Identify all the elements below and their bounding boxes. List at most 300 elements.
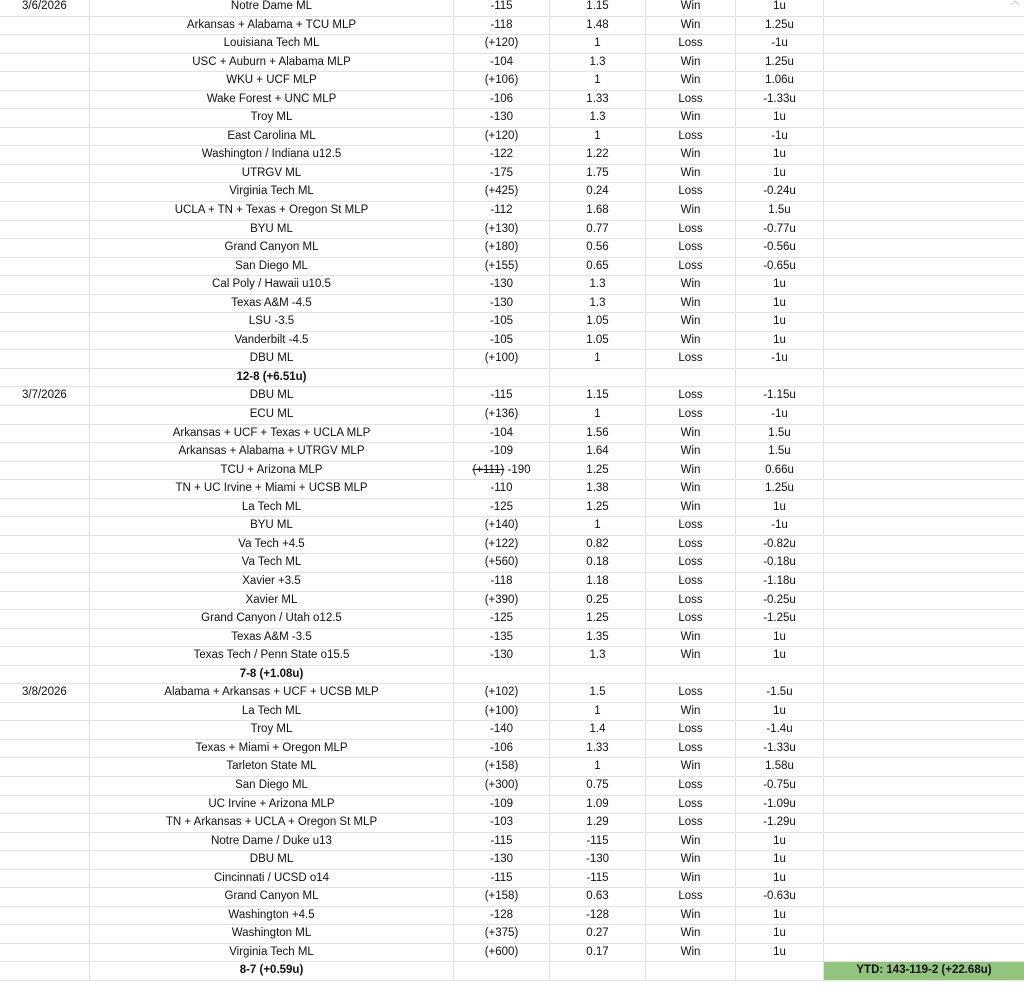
result-cell[interactable]: Loss	[646, 128, 736, 146]
result-cell[interactable]: Win	[646, 944, 736, 962]
empty-cell[interactable]	[824, 17, 1024, 35]
units-cell[interactable]: -1.33u	[736, 740, 824, 758]
empty-cell[interactable]	[824, 313, 1024, 331]
empty-cell[interactable]	[824, 758, 1024, 776]
empty-cell[interactable]	[824, 907, 1024, 925]
bet-cell[interactable]: ECU ML	[90, 406, 454, 424]
multiplier-cell[interactable]: -128	[550, 907, 646, 925]
bet-cell[interactable]: Louisiana Tech ML	[90, 35, 454, 53]
result-cell[interactable]: Win	[646, 313, 736, 331]
multiplier-cell[interactable]: 1	[550, 517, 646, 535]
units-cell[interactable]: 1.5u	[736, 443, 824, 461]
multiplier-cell[interactable]: 1	[550, 406, 646, 424]
multiplier-cell[interactable]: 1.38	[550, 480, 646, 498]
multiplier-cell[interactable]: 1.25	[550, 462, 646, 480]
result-cell[interactable]: Win	[646, 0, 736, 16]
multiplier-cell[interactable]: 1.33	[550, 740, 646, 758]
empty-cell[interactable]	[824, 554, 1024, 572]
result-cell[interactable]: Loss	[646, 536, 736, 554]
empty-cell[interactable]	[824, 387, 1024, 405]
empty-cell[interactable]	[824, 480, 1024, 498]
multiplier-cell[interactable]: 0.63	[550, 888, 646, 906]
date-cell[interactable]	[0, 72, 90, 90]
result-cell[interactable]: Loss	[646, 796, 736, 814]
units-cell[interactable]: 1u	[736, 165, 824, 183]
bet-cell[interactable]: TCU + Arizona MLP	[90, 462, 454, 480]
multiplier-cell[interactable]: 1.75	[550, 165, 646, 183]
bet-cell[interactable]: Washington +4.5	[90, 907, 454, 925]
odds-cell[interactable]: -130	[454, 109, 550, 127]
units-cell[interactable]: -1.29u	[736, 814, 824, 832]
odds-cell[interactable]	[454, 462, 550, 480]
odds-cell[interactable]: -130	[454, 851, 550, 869]
odds-cell[interactable]: -125	[454, 499, 550, 517]
multiplier-cell[interactable]: 1.68	[550, 202, 646, 220]
units-cell[interactable]: -0.63u	[736, 888, 824, 906]
odds-cell[interactable]: -110	[454, 480, 550, 498]
empty-cell[interactable]	[824, 369, 1024, 387]
odds-cell[interactable]: -109	[454, 796, 550, 814]
bet-cell[interactable]: Alabama + Arkansas + UCF + UCSB MLP	[90, 684, 454, 702]
result-cell[interactable]: Win	[646, 54, 736, 72]
multiplier-cell[interactable]: 1	[550, 35, 646, 53]
date-cell[interactable]	[0, 295, 90, 313]
empty-cell[interactable]	[824, 536, 1024, 554]
empty-cell[interactable]	[824, 295, 1024, 313]
date-cell[interactable]	[0, 721, 90, 739]
empty-cell[interactable]	[824, 721, 1024, 739]
result-cell[interactable]: Win	[646, 443, 736, 461]
empty-cell[interactable]	[824, 425, 1024, 443]
empty-cell[interactable]	[824, 239, 1024, 257]
result-cell[interactable]: Win	[646, 629, 736, 647]
bet-cell[interactable]: 8-7 (+0.59u)	[90, 962, 454, 980]
multiplier-cell[interactable]: 1.4	[550, 721, 646, 739]
odds-cell[interactable]: -130	[454, 295, 550, 313]
date-cell[interactable]	[0, 462, 90, 480]
odds-cell[interactable]: (+100)	[454, 703, 550, 721]
ytd-total-cell[interactable]: YTD: 143-119-2 (+22.68u)	[824, 962, 1024, 980]
odds-cell[interactable]: -115	[454, 0, 550, 16]
result-cell[interactable]: Win	[646, 165, 736, 183]
units-cell[interactable]: 1u	[736, 146, 824, 164]
result-cell[interactable]: Win	[646, 907, 736, 925]
multiplier-cell[interactable]: 1.05	[550, 313, 646, 331]
odds-cell[interactable]: (+102)	[454, 684, 550, 702]
odds-cell[interactable]: -118	[454, 17, 550, 35]
date-cell[interactable]	[0, 239, 90, 257]
date-cell[interactable]: 3/7/2026	[0, 387, 90, 405]
units-cell[interactable]: 1u	[736, 907, 824, 925]
multiplier-cell[interactable]: -130	[550, 851, 646, 869]
date-cell[interactable]	[0, 369, 90, 387]
date-cell[interactable]	[0, 350, 90, 368]
odds-cell[interactable]: (+390)	[454, 592, 550, 610]
units-cell[interactable]: -0.77u	[736, 221, 824, 239]
odds-cell[interactable]	[454, 369, 550, 387]
bet-cell[interactable]: UCLA + TN + Texas + Oregon St MLP	[90, 202, 454, 220]
units-cell[interactable]: 1.5u	[736, 425, 824, 443]
date-cell[interactable]	[0, 796, 90, 814]
empty-cell[interactable]	[824, 740, 1024, 758]
result-cell[interactable]: Loss	[646, 35, 736, 53]
odds-cell[interactable]: -106	[454, 91, 550, 109]
odds-cell[interactable]: (+100)	[454, 350, 550, 368]
empty-cell[interactable]	[824, 109, 1024, 127]
odds-cell[interactable]: (+300)	[454, 777, 550, 795]
empty-cell[interactable]	[824, 54, 1024, 72]
empty-cell[interactable]	[824, 610, 1024, 628]
multiplier-cell[interactable]: 1	[550, 350, 646, 368]
units-cell[interactable]: -1.5u	[736, 684, 824, 702]
date-cell[interactable]	[0, 54, 90, 72]
date-cell[interactable]	[0, 703, 90, 721]
empty-cell[interactable]	[824, 0, 1024, 16]
multiplier-cell[interactable]: 0.77	[550, 221, 646, 239]
units-cell[interactable]: -1u	[736, 35, 824, 53]
multiplier-cell[interactable]: 1.3	[550, 295, 646, 313]
date-cell[interactable]	[0, 128, 90, 146]
bet-cell[interactable]: Tarleton State ML	[90, 758, 454, 776]
bet-cell[interactable]: Troy ML	[90, 721, 454, 739]
date-cell[interactable]	[0, 276, 90, 294]
empty-cell[interactable]	[824, 796, 1024, 814]
units-cell[interactable]: -0.25u	[736, 592, 824, 610]
units-cell[interactable]: -0.75u	[736, 777, 824, 795]
bet-cell[interactable]: TN + UC Irvine + Miami + UCSB MLP	[90, 480, 454, 498]
odds-cell[interactable]: -135	[454, 629, 550, 647]
units-cell[interactable]: 1u	[736, 944, 824, 962]
units-cell[interactable]: 1u	[736, 109, 824, 127]
result-cell[interactable]: Loss	[646, 610, 736, 628]
empty-cell[interactable]	[824, 499, 1024, 517]
odds-cell[interactable]: -105	[454, 332, 550, 350]
empty-cell[interactable]	[824, 332, 1024, 350]
empty-cell[interactable]	[824, 944, 1024, 962]
result-cell[interactable]: Win	[646, 480, 736, 498]
multiplier-cell[interactable]: 1.56	[550, 425, 646, 443]
units-cell[interactable]: -0.24u	[736, 183, 824, 201]
result-cell[interactable]: Loss	[646, 350, 736, 368]
date-cell[interactable]	[0, 610, 90, 628]
odds-cell[interactable]: (+140)	[454, 517, 550, 535]
empty-cell[interactable]	[824, 888, 1024, 906]
units-cell[interactable]: 1.06u	[736, 72, 824, 90]
units-cell[interactable]: 1u	[736, 851, 824, 869]
odds-cell[interactable]: -115	[454, 870, 550, 888]
odds-cell[interactable]: (+180)	[454, 239, 550, 257]
multiplier-cell[interactable]: 1.3	[550, 276, 646, 294]
odds-cell[interactable]: -109	[454, 443, 550, 461]
units-cell[interactable]: 1u	[736, 647, 824, 665]
multiplier-cell[interactable]	[550, 666, 646, 684]
odds-cell[interactable]: -115	[454, 387, 550, 405]
multiplier-cell[interactable]: -115	[550, 870, 646, 888]
units-cell[interactable]: -1.4u	[736, 721, 824, 739]
result-cell[interactable]: Loss	[646, 221, 736, 239]
odds-cell[interactable]: (+158)	[454, 758, 550, 776]
date-cell[interactable]	[0, 833, 90, 851]
odds-cell[interactable]	[454, 962, 550, 980]
units-cell[interactable]: 1u	[736, 332, 824, 350]
multiplier-cell[interactable]: 1.3	[550, 647, 646, 665]
empty-cell[interactable]	[824, 258, 1024, 276]
units-cell[interactable]: -1u	[736, 517, 824, 535]
empty-cell[interactable]	[824, 592, 1024, 610]
date-cell[interactable]	[0, 777, 90, 795]
multiplier-cell[interactable]: 1.22	[550, 146, 646, 164]
odds-cell[interactable]: (+122)	[454, 536, 550, 554]
odds-cell[interactable]: -122	[454, 146, 550, 164]
bet-cell[interactable]: UC Irvine + Arizona MLP	[90, 796, 454, 814]
multiplier-cell[interactable]: -115	[550, 833, 646, 851]
units-cell[interactable]: 0.66u	[736, 462, 824, 480]
bet-cell[interactable]: DBU ML	[90, 851, 454, 869]
bet-cell[interactable]: Wake Forest + UNC MLP	[90, 91, 454, 109]
empty-cell[interactable]	[824, 183, 1024, 201]
bet-cell[interactable]: San Diego ML	[90, 258, 454, 276]
bet-cell[interactable]: East Carolina ML	[90, 128, 454, 146]
units-cell[interactable]: -0.82u	[736, 536, 824, 554]
bet-cell[interactable]: USC + Auburn + Alabama MLP	[90, 54, 454, 72]
multiplier-cell[interactable]: 1.33	[550, 91, 646, 109]
odds-cell[interactable]: -106	[454, 740, 550, 758]
odds-cell[interactable]: -175	[454, 165, 550, 183]
date-cell[interactable]	[0, 851, 90, 869]
result-cell[interactable]: Loss	[646, 684, 736, 702]
multiplier-cell[interactable]: 1	[550, 72, 646, 90]
bet-cell[interactable]: BYU ML	[90, 221, 454, 239]
result-cell[interactable]	[646, 369, 736, 387]
bet-cell[interactable]: UTRGV ML	[90, 165, 454, 183]
units-cell[interactable]: 1u	[736, 833, 824, 851]
empty-cell[interactable]	[824, 72, 1024, 90]
bet-cell[interactable]: Va Tech ML	[90, 554, 454, 572]
bet-cell[interactable]: WKU + UCF MLP	[90, 72, 454, 90]
multiplier-cell[interactable]: 1.18	[550, 573, 646, 591]
date-cell[interactable]	[0, 406, 90, 424]
multiplier-cell[interactable]: 0.24	[550, 183, 646, 201]
units-cell[interactable]: -0.65u	[736, 258, 824, 276]
date-cell[interactable]	[0, 907, 90, 925]
units-cell[interactable]: 1u	[736, 276, 824, 294]
result-cell[interactable]: Loss	[646, 91, 736, 109]
bet-cell[interactable]: Texas A&M -4.5	[90, 295, 454, 313]
result-cell[interactable]: Win	[646, 647, 736, 665]
date-cell[interactable]: 3/8/2026	[0, 684, 90, 702]
units-cell[interactable]: 1.25u	[736, 17, 824, 35]
multiplier-cell[interactable]	[550, 962, 646, 980]
result-cell[interactable]: Win	[646, 72, 736, 90]
multiplier-cell[interactable]: 0.27	[550, 925, 646, 943]
units-cell[interactable]	[736, 369, 824, 387]
odds-cell[interactable]: -105	[454, 313, 550, 331]
bet-cell[interactable]: Grand Canyon / Utah o12.5	[90, 610, 454, 628]
bet-cell[interactable]: Texas + Miami + Oregon MLP	[90, 740, 454, 758]
multiplier-cell[interactable]: 0.25	[550, 592, 646, 610]
result-cell[interactable]: Win	[646, 17, 736, 35]
empty-cell[interactable]	[824, 925, 1024, 943]
multiplier-cell[interactable]: 1.29	[550, 814, 646, 832]
result-cell[interactable]: Win	[646, 295, 736, 313]
multiplier-cell[interactable]: 1	[550, 703, 646, 721]
bet-cell[interactable]: Arkansas + UCF + Texas + UCLA MLP	[90, 425, 454, 443]
empty-cell[interactable]	[824, 777, 1024, 795]
date-cell[interactable]	[0, 592, 90, 610]
units-cell[interactable]: 1.25u	[736, 54, 824, 72]
bet-cell[interactable]: San Diego ML	[90, 777, 454, 795]
odds-cell[interactable]: -103	[454, 814, 550, 832]
bet-cell[interactable]: LSU -3.5	[90, 313, 454, 331]
result-cell[interactable]: Loss	[646, 777, 736, 795]
units-cell[interactable]: -0.56u	[736, 239, 824, 257]
bet-cell[interactable]: Xavier ML	[90, 592, 454, 610]
bet-cell[interactable]: DBU ML	[90, 350, 454, 368]
units-cell[interactable]: 1u	[736, 0, 824, 16]
units-cell[interactable]: 1.5u	[736, 202, 824, 220]
result-cell[interactable]: Win	[646, 146, 736, 164]
bet-cell[interactable]: La Tech ML	[90, 499, 454, 517]
result-cell[interactable]: Loss	[646, 239, 736, 257]
bet-cell[interactable]: Grand Canyon ML	[90, 888, 454, 906]
date-cell[interactable]	[0, 499, 90, 517]
date-cell[interactable]	[0, 647, 90, 665]
multiplier-cell[interactable]	[550, 369, 646, 387]
date-cell[interactable]	[0, 536, 90, 554]
result-cell[interactable]: Win	[646, 499, 736, 517]
bet-cell[interactable]: Texas A&M -3.5	[90, 629, 454, 647]
empty-cell[interactable]	[824, 221, 1024, 239]
odds-cell[interactable]: (+136)	[454, 406, 550, 424]
units-cell[interactable]: -1.33u	[736, 91, 824, 109]
result-cell[interactable]: Win	[646, 851, 736, 869]
empty-cell[interactable]	[824, 165, 1024, 183]
odds-cell[interactable]: (+120)	[454, 128, 550, 146]
result-cell[interactable]	[646, 962, 736, 980]
result-cell[interactable]: Win	[646, 462, 736, 480]
units-cell[interactable]: 1.58u	[736, 758, 824, 776]
bet-cell[interactable]: Washington ML	[90, 925, 454, 943]
empty-cell[interactable]	[824, 443, 1024, 461]
units-cell[interactable]: 1.25u	[736, 480, 824, 498]
result-cell[interactable]: Win	[646, 758, 736, 776]
bet-cell[interactable]: Va Tech +4.5	[90, 536, 454, 554]
odds-cell[interactable]: (+600)	[454, 944, 550, 962]
result-cell[interactable]: Loss	[646, 573, 736, 591]
odds-cell[interactable]: -130	[454, 647, 550, 665]
bet-cell[interactable]: TN + Arkansas + UCLA + Oregon St MLP	[90, 814, 454, 832]
empty-cell[interactable]	[824, 647, 1024, 665]
date-cell[interactable]	[0, 425, 90, 443]
units-cell[interactable]: -0.18u	[736, 554, 824, 572]
multiplier-cell[interactable]: 1	[550, 758, 646, 776]
empty-cell[interactable]	[824, 146, 1024, 164]
odds-cell[interactable]: (+130)	[454, 221, 550, 239]
bet-cell[interactable]: Vanderbilt -4.5	[90, 332, 454, 350]
date-cell[interactable]	[0, 758, 90, 776]
date-cell[interactable]	[0, 573, 90, 591]
bet-cell[interactable]: Virginia Tech ML	[90, 944, 454, 962]
multiplier-cell[interactable]: 1.15	[550, 387, 646, 405]
bet-cell[interactable]: Xavier +3.5	[90, 573, 454, 591]
date-cell[interactable]	[0, 666, 90, 684]
bet-cell[interactable]: BYU ML	[90, 517, 454, 535]
multiplier-cell[interactable]: 1.25	[550, 610, 646, 628]
empty-cell[interactable]	[824, 703, 1024, 721]
units-cell[interactable]	[736, 962, 824, 980]
result-cell[interactable]: Loss	[646, 888, 736, 906]
bet-cell[interactable]: Notre Dame / Duke u13	[90, 833, 454, 851]
multiplier-cell[interactable]: 1	[550, 128, 646, 146]
scroll-indicator-icon[interactable]	[1010, 0, 1020, 6]
bet-cell[interactable]: DBU ML	[90, 387, 454, 405]
multiplier-cell[interactable]: 1.15	[550, 0, 646, 16]
date-cell[interactable]	[0, 962, 90, 980]
empty-cell[interactable]	[824, 350, 1024, 368]
date-cell[interactable]	[0, 925, 90, 943]
multiplier-cell[interactable]: 1.3	[550, 54, 646, 72]
bet-cell[interactable]: Arkansas + Alabama + UTRGV MLP	[90, 443, 454, 461]
result-cell[interactable]: Loss	[646, 406, 736, 424]
bet-cell[interactable]: Virginia Tech ML	[90, 183, 454, 201]
result-cell[interactable]: Loss	[646, 183, 736, 201]
date-cell[interactable]	[0, 313, 90, 331]
odds-cell[interactable]: (+155)	[454, 258, 550, 276]
odds-cell[interactable]: -140	[454, 721, 550, 739]
units-cell[interactable]: 1u	[736, 499, 824, 517]
bet-cell[interactable]: Washington / Indiana u12.5	[90, 146, 454, 164]
result-cell[interactable]: Win	[646, 925, 736, 943]
odds-cell[interactable]: -112	[454, 202, 550, 220]
multiplier-cell[interactable]: 1.35	[550, 629, 646, 647]
odds-cell[interactable]: (+106)	[454, 72, 550, 90]
multiplier-cell[interactable]: 1.25	[550, 499, 646, 517]
date-cell[interactable]	[0, 332, 90, 350]
result-cell[interactable]: Loss	[646, 517, 736, 535]
odds-cell[interactable]: -104	[454, 425, 550, 443]
empty-cell[interactable]	[824, 870, 1024, 888]
empty-cell[interactable]	[824, 35, 1024, 53]
empty-cell[interactable]	[824, 851, 1024, 869]
bet-cell[interactable]: Arkansas + Alabama + TCU MLP	[90, 17, 454, 35]
date-cell[interactable]	[0, 35, 90, 53]
bet-cell[interactable]: Troy ML	[90, 109, 454, 127]
result-cell[interactable]: Loss	[646, 592, 736, 610]
bet-cell[interactable]: Cal Poly / Hawaii u10.5	[90, 276, 454, 294]
odds-cell[interactable]: (+120)	[454, 35, 550, 53]
odds-cell[interactable]: -115	[454, 833, 550, 851]
units-cell[interactable]: -1u	[736, 128, 824, 146]
result-cell[interactable]: Win	[646, 870, 736, 888]
units-cell[interactable]: -1.25u	[736, 610, 824, 628]
empty-cell[interactable]	[824, 276, 1024, 294]
result-cell[interactable]: Loss	[646, 721, 736, 739]
result-cell[interactable]: Loss	[646, 387, 736, 405]
units-cell[interactable]: 1u	[736, 295, 824, 313]
date-cell[interactable]	[0, 740, 90, 758]
empty-cell[interactable]	[824, 91, 1024, 109]
date-cell[interactable]	[0, 202, 90, 220]
result-cell[interactable]: Loss	[646, 814, 736, 832]
units-cell[interactable]: 1u	[736, 313, 824, 331]
date-cell[interactable]	[0, 183, 90, 201]
odds-cell[interactable]: (+425)	[454, 183, 550, 201]
multiplier-cell[interactable]: 0.65	[550, 258, 646, 276]
multiplier-cell[interactable]: 0.56	[550, 239, 646, 257]
date-cell[interactable]	[0, 480, 90, 498]
date-cell[interactable]	[0, 944, 90, 962]
result-cell[interactable]	[646, 666, 736, 684]
